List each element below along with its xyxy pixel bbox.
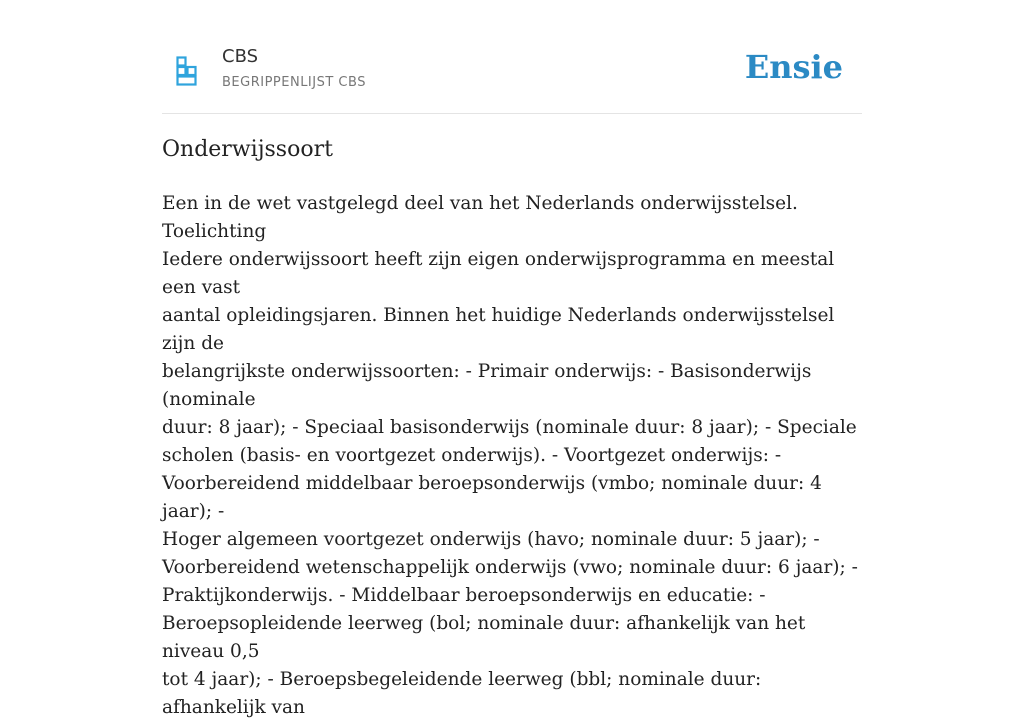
definition-line: Praktijkonderwijs. - Middelbaar beroepsonderwijs en educatie: - xyxy=(162,585,766,606)
definition-text xyxy=(162,190,862,722)
org-name[interactable]: CBS xyxy=(222,46,259,67)
definition-line: tot 4 jaar); - Beroepsbegeleidende leerweg (bbl; nominale duur: afhankelijk van xyxy=(162,669,762,718)
definition-line: Voorbereidend middelbaar beroepsonderwijs (vmbo; nominale duur: 4 jaar); - xyxy=(162,473,822,522)
header xyxy=(162,40,862,114)
definition-line: Voorbereidend wetenschappelijk onderwijs (vwo; nominale duur: 6 jaar); - xyxy=(162,557,858,578)
definition-line: Hoger algemeen voortgezet onderwijs (havo; nominale duur: 5 jaar); - xyxy=(162,529,820,550)
definition-line: Een in de wet vastgelegd deel van het Nederlands onderwijsstelsel. Toelichting xyxy=(162,193,798,242)
org-subtitle: BEGRIPPENLIJST CBS xyxy=(222,75,366,90)
definition-line: Beroepsopleidende leerweg (bol; nominale duur: afhankelijk van het niveau 0,5 xyxy=(162,613,806,662)
cbs-logo-icon[interactable] xyxy=(176,56,198,86)
brand-logo[interactable]: Ensie xyxy=(744,48,843,86)
definition-line: Iedere onderwijssoort heeft zijn eigen onderwijsprogramma en meestal een vast xyxy=(162,249,835,298)
definition-line: aantal opleidingsjaren. Binnen het huidige Nederlands onderwijsstelsel zijn de xyxy=(162,305,835,354)
definition-line: belangrijkste onderwijssoorten: - Primair onderwijs: - Basisonderwijs (nominale xyxy=(162,361,812,410)
definition-line: scholen (basis- en voortgezet onderwijs). - Voortgezet onderwijs: - xyxy=(162,445,782,466)
definition-line: duur: 8 jaar); - Speciaal basisonderwijs (nominale duur: 8 jaar); - Speciale xyxy=(162,417,857,438)
term-title: Onderwijssoort xyxy=(162,137,333,162)
